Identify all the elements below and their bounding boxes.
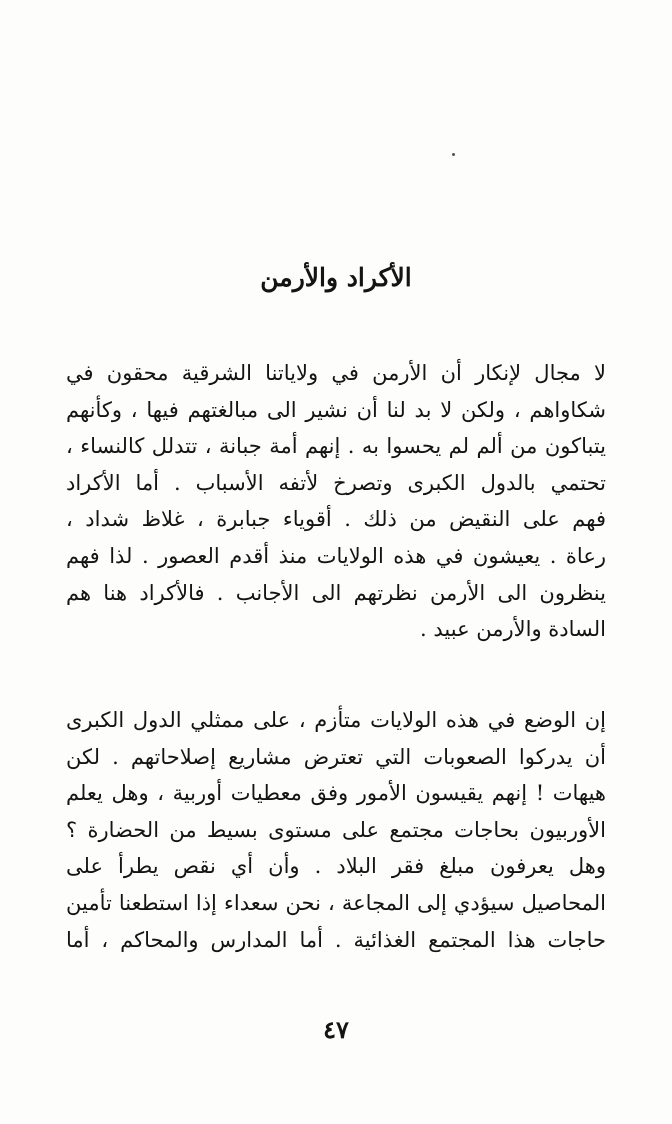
text-line: ينظرون الى الأرمن نظرتهم الى الأجانب . فالأكراد هنا هم: [66, 580, 606, 605]
text-line: فهم على النقيض من ذلك . أقوياء جبابرة ، غلاظ شداد ،: [66, 507, 606, 532]
text-line: يتباكون من ألم لم يحسوا به . إنهم أمة جبانة ، تتدلل كالنساء ،: [66, 434, 606, 459]
text-line: الأوربيون بحاجات مجتمع على مستوى بسيط من الحضارة ؟: [66, 817, 606, 842]
text-line: المحاصيل سيؤدي إلى المجاعة ، نحن سعداء إذا استطعنا تأمين: [66, 890, 606, 915]
paragraph-2: [66, 702, 606, 958]
ink-speck: [452, 153, 455, 156]
page-number: ٤٧: [323, 1015, 349, 1044]
text-line: تحتمي بالدول الكبرى وتصرخ لأتفه الأسباب . أما الأكراد: [66, 470, 606, 495]
text-line: إن الوضع في هذه الولايات متأزم ، على ممثلي الدول الكبرى: [66, 708, 606, 732]
paragraph-1: [66, 355, 606, 648]
text-line: السادة والأرمن عبيد .: [420, 617, 606, 642]
text-line: شكاواهم ، ولكن لا بد لنا أن نشير الى مبالغتهم فيها ، وكأنهم: [66, 397, 606, 422]
text-line: حاجات هذا المجتمع الغذائية . أما المدارس والمحاكم ، أما: [66, 927, 606, 952]
chapter-title: الأكراد والأرمن: [260, 263, 412, 292]
text-line: وهل يعرفون مبلغ فقر البلاد . وأن أي نقص يطرأ على: [66, 854, 606, 879]
text-line: هيهات ! إنهم يقيسون الأمور وفق معطيات أوربية ، وهل يعلم: [66, 781, 606, 806]
text-line: رعاة . يعيشون في هذه الولايات منذ أقدم العصور . لذا فهم: [66, 543, 606, 568]
text-line: أن يدركوا الصعوبات التي تعترض مشاريع إصلاحاتهم . لكن: [66, 744, 606, 769]
text-line: لا مجال لإنكار أن الأرمن في ولاياتنا الشرقية محقون في: [66, 361, 606, 385]
